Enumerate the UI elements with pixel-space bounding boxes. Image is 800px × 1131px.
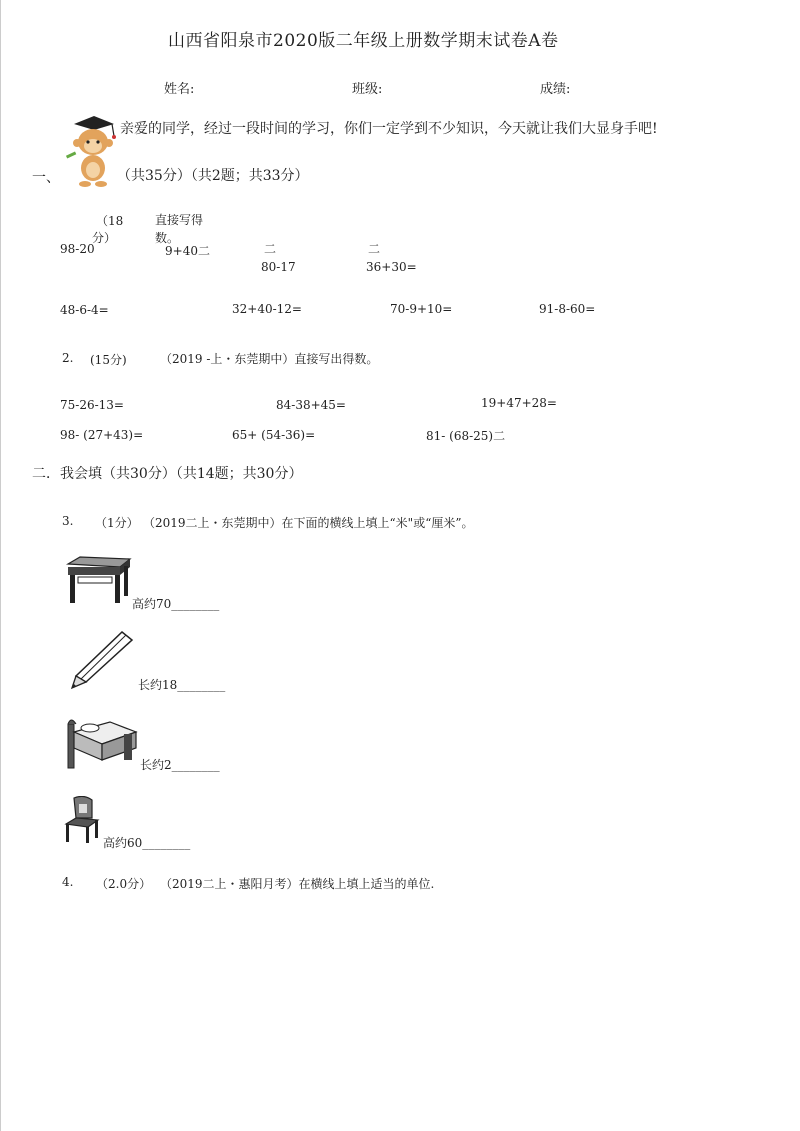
q3-score: （1分） (95, 516, 139, 530)
monkey-mascot-icon (60, 112, 122, 190)
q4-number: 4. (62, 875, 74, 889)
q1-score-unit: 分） (92, 231, 117, 245)
q2-expr-1: 75-26-13= (60, 398, 124, 412)
q1-expr-8: 91-8-60= (539, 302, 596, 316)
q2-expr-6: 81- (68-25)二 (426, 429, 506, 443)
section1-heading-prefix: 一、 (32, 170, 60, 186)
section2-heading: 二．我会填（共30分）（共14题；共30分） (32, 466, 303, 482)
greeting-text: 亲爱的同学，经过一段时间的学习，你们一定学到不少知识，今天就让我们大显身手吧! (120, 121, 658, 137)
q2-expr-2: 84-38+45= (276, 398, 346, 412)
q3-item-pencil: 长约18________ (138, 678, 226, 692)
q1-expr-4-mark: 二 (368, 242, 381, 256)
bed-icon (64, 714, 140, 770)
q1-expr-3-mark: 二 (264, 242, 277, 256)
q1-expr-1: 98-20 (60, 242, 95, 256)
section1-heading: （共35分）（共2题；共33分） (117, 168, 309, 184)
desk-icon (64, 556, 132, 606)
q1-score: （18 (96, 214, 124, 228)
class-label: 班级: (352, 82, 383, 97)
q1-instruction-2: 数。 (155, 231, 180, 245)
q3-number: 3. (62, 514, 74, 528)
q2-number: 2. (62, 351, 74, 365)
q2-text: （2019 -上・东莞期中）直接写出得数。 (160, 352, 379, 366)
q3-item-bed: 长约2________ (140, 758, 220, 772)
page-border (0, 0, 1, 1131)
q1-expr-3: 80-17 (261, 260, 296, 274)
pencil-icon (70, 630, 134, 690)
q1-expr-4: 36+30= (366, 260, 417, 274)
q1-instruction-1: 直接写得 (155, 213, 204, 227)
page-title: 山西省阳泉市2020版二年级上册数学期末试卷A卷 (168, 31, 559, 51)
q4-text: （2019二上・惠阳月考）在横线上填上适当的单位. (160, 877, 435, 891)
q3-item-chair: 高约60________ (103, 836, 191, 850)
q4-score: （2.0分） (96, 877, 152, 891)
q1-expr-5: 48-6-4= (60, 303, 109, 317)
q2-score: (15分) (90, 353, 127, 367)
q1-expr-2: 9+40二 (165, 244, 210, 258)
q3-item-desk: 高约70________ (132, 597, 220, 611)
q2-expr-5: 65+ (54-36)= (232, 428, 316, 442)
q1-expr-6: 32+40-12= (232, 302, 302, 316)
q1-expr-7: 70-9+10= (390, 302, 453, 316)
q2-expr-4: 98- (27+43)= (60, 428, 144, 442)
score-label: 成绩: (540, 82, 571, 97)
chair-icon (62, 796, 102, 844)
q2-expr-3: 19+47+28= (481, 396, 557, 410)
q3-text: （2019二上・东莞期中）在下面的横线上填上“米"或“厘米”。 (143, 516, 474, 530)
name-label: 姓名: (164, 82, 195, 97)
